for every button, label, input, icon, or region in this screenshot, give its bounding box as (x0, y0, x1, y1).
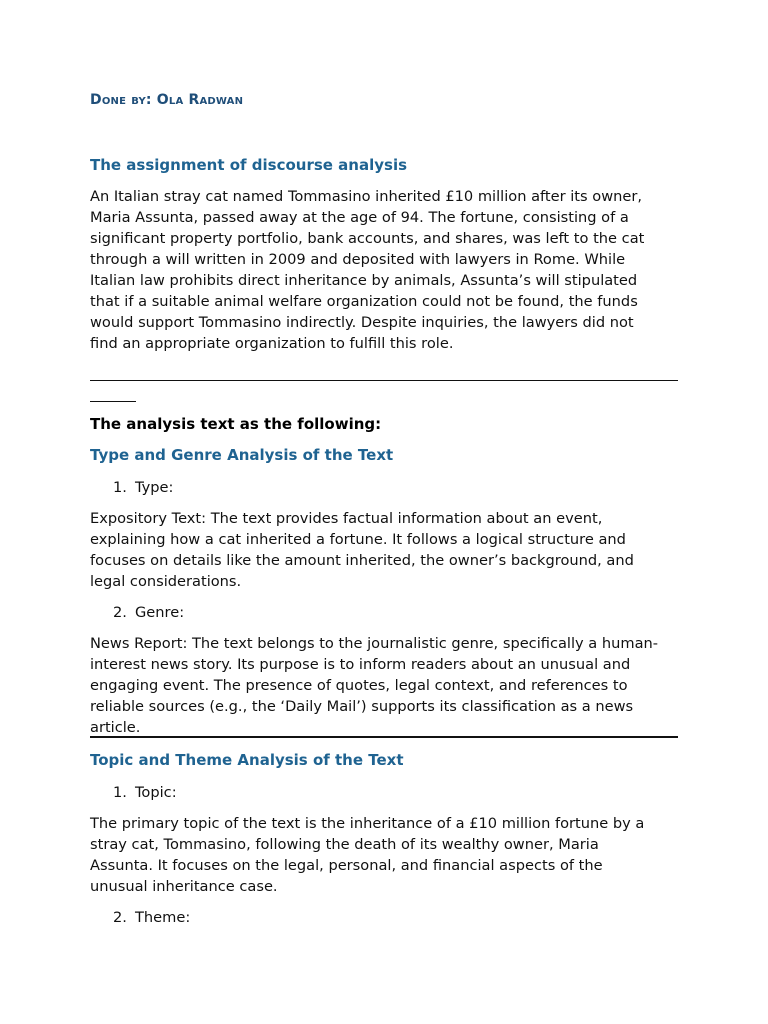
intro-line: An Italian stray cat named Tommasino inherited £10 million after its owner, (90, 188, 643, 205)
genre-paragraph (90, 633, 680, 738)
intro-line: Maria Assunta, passed away at the age of 94. The fortune, consisting of a (90, 209, 629, 226)
separator-rule-tail (90, 401, 136, 402)
list-item-topic (113, 782, 177, 803)
topic-line: The primary topic of the text is the inheritance of a £10 million fortune by a (90, 815, 645, 832)
type-line: focuses on details like the amount inherited, the owner’s background, and (90, 552, 634, 569)
topic-paragraph (90, 813, 680, 897)
intro-line: Italian law prohibits direct inheritance by animals, Assunta’s will stipulated (90, 272, 638, 289)
list-number: 2. (113, 909, 127, 926)
list-label: Topic: (135, 784, 177, 801)
list-number: 2. (113, 604, 127, 621)
intro-line: would support Tommasino indirectly. Despite inquiries, the lawyers did not (90, 314, 634, 331)
type-line: Expository Text: The text provides factual information about an event, (90, 510, 603, 527)
genre-line: interest news story. Its purpose is to inform readers about an unusual and (90, 656, 631, 673)
topic-line: unusual inheritance case. (90, 878, 278, 895)
list-label: Genre: (135, 604, 185, 621)
topic-theme-heading: Topic and Theme Analysis of the Text (90, 751, 404, 769)
type-line: explaining how a cat inherited a fortune. It follows a logical structure and (90, 531, 626, 548)
intro-line: significant property portfolio, bank accounts, and shares, was left to the cat (90, 230, 645, 247)
list-item-genre (113, 602, 184, 623)
topic-line: Assunta. It focuses on the legal, personal, and financial aspects of the (90, 857, 603, 874)
genre-line: reliable sources (e.g., the ‘Daily Mail’) supports its classification as a news (90, 698, 634, 715)
type-paragraph (90, 508, 680, 592)
list-item-theme (113, 907, 190, 928)
analysis-intro-heading: The analysis text as the following: (90, 415, 382, 433)
assignment-heading: The assignment of discourse analysis (90, 156, 408, 174)
list-label: Type: (135, 479, 174, 496)
intro-paragraph (90, 186, 680, 354)
list-number: 1. (113, 479, 127, 496)
type-line: legal considerations. (90, 573, 242, 590)
list-label: Theme: (135, 909, 191, 926)
genre-line: article. (90, 719, 141, 736)
intro-line: through a will written in 2009 and deposited with lawyers in Rome. While (90, 251, 626, 268)
separator-rule (90, 380, 678, 381)
intro-line: find an appropriate organization to fulfill this role. (90, 335, 454, 352)
intro-line: that if a suitable animal welfare organization could not be found, the funds (90, 293, 638, 310)
list-number: 1. (113, 784, 127, 801)
genre-line: engaging event. The presence of quotes, legal context, and references to (90, 677, 628, 694)
section-rule (90, 736, 678, 738)
list-item-type (113, 477, 173, 498)
type-genre-heading: Type and Genre Analysis of the Text (90, 446, 394, 464)
topic-line: stray cat, Tommasino, following the death of its wealthy owner, Maria (90, 836, 599, 853)
genre-line: News Report: The text belongs to the journalistic genre, specifically a human- (90, 635, 659, 652)
author-line: Done by: Ola Radwan (90, 92, 244, 108)
